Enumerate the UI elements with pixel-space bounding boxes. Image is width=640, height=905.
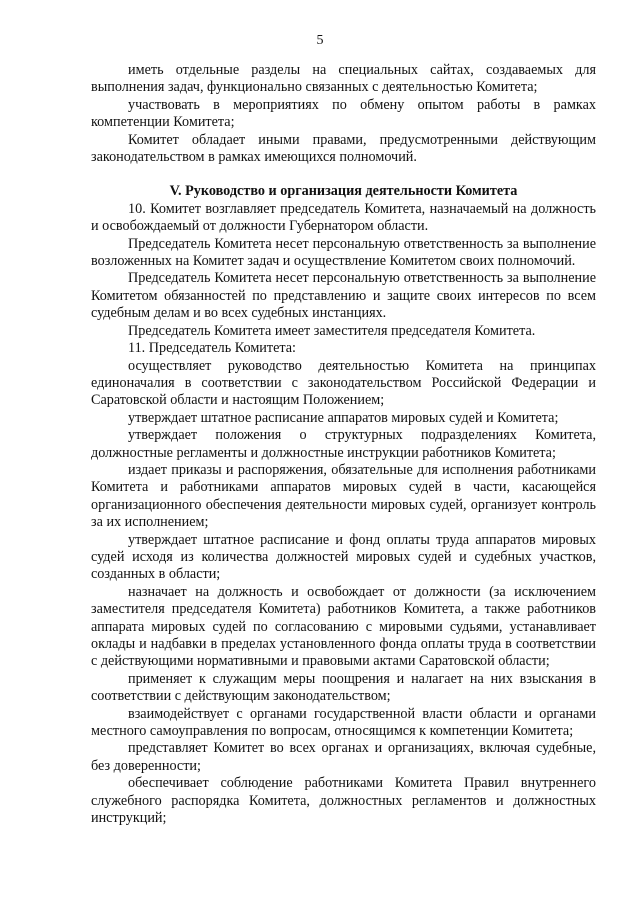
paragraph: иметь отдельные разделы на специальных сайтах, создаваемых для выполнения задач, функционально связанных с деятельностью Комитета; bbox=[91, 62, 596, 96]
paragraph: применяет к служащим меры поощрения и налагает на них взыскания в соответствии с действующим законодательством; bbox=[91, 670, 596, 705]
paragraph: 11. Председатель Комитета: bbox=[128, 340, 297, 357]
paragraph: назначает на должность и освобождает от должности (за исключением заместителя председателя Комитета) работников Комитета, а также работников аппарата мировых судей по согласованию с мировыми судьями, устанавливает оклады и надбавки в пределах установленного фонда оплаты труда в соответствии с действующими нормативными и правовыми актами Саратовской области; bbox=[91, 583, 596, 670]
paragraph: утверждает штатное расписание аппаратов мировых судей и Комитета; bbox=[128, 409, 559, 426]
paragraph: представляет Комитет во всех органах и организациях, включая судебные, без доверенности; bbox=[91, 740, 596, 774]
document-body bbox=[91, 62, 596, 827]
paragraph: 10. Комитет возглавляет председатель Комитета, назначаемый на должность и освобождаемый от должности Губернатором области. bbox=[91, 200, 596, 235]
paragraph: Комитет обладает иными правами, предусмотренными действующим законодательством в рамках имеющихся полномочий. bbox=[91, 131, 596, 166]
paragraph: Председатель Комитета несет персональную ответственность за выполнение Комитетом обязанностей по представлению и защите своих интересов по всем судебным делам и во всех судебных инстанциях. bbox=[91, 270, 596, 322]
paragraph: Председатель Комитета имеет заместителя председателя Комитета. bbox=[128, 322, 536, 339]
paragraph: утверждает положения о структурных подразделениях Комитета, должностные регламенты и должностные инструкции работников Комитета; bbox=[91, 427, 596, 461]
section-heading: V. Руководство и организация деятельности Комитета bbox=[169, 183, 518, 200]
paragraph: обеспечивает соблюдение работниками Комитета Правил внутреннего служебного распорядка Комитета, должностных регламентов и должностных инструкций; bbox=[91, 775, 596, 827]
paragraph: Председатель Комитета несет персональную ответственность за выполнение возложенных на Комитет задач и осуществление Комитетом своих полномочий. bbox=[91, 235, 596, 270]
paragraph: издает приказы и распоряжения, обязательные для исполнения работниками Комитета и работниками аппаратов мировых судей в части, касающейся организационного обеспечения деятельности мировых судей, организует контроль за их исполнением; bbox=[91, 461, 596, 531]
paragraph: утверждает штатное расписание и фонд оплаты труда аппаратов мировых судей исходя из количества должностей мировых судей и судебных участков, созданных в области; bbox=[91, 531, 596, 583]
paragraph: взаимодействует с органами государственной власти области и органами местного самоуправления по вопросам, относящимся к компетенции Комитета; bbox=[91, 705, 596, 740]
paragraph: осуществляет руководство деятельностью Комитета на принципах единоначалия в соответствии с законодательством Российской Федерации и Саратовской области и настоящим Положением; bbox=[91, 357, 596, 409]
page-number: 5 bbox=[316, 33, 324, 48]
paragraph: участвовать в мероприятиях по обмену опытом работы в рамках компетенции Комитета; bbox=[91, 96, 596, 131]
